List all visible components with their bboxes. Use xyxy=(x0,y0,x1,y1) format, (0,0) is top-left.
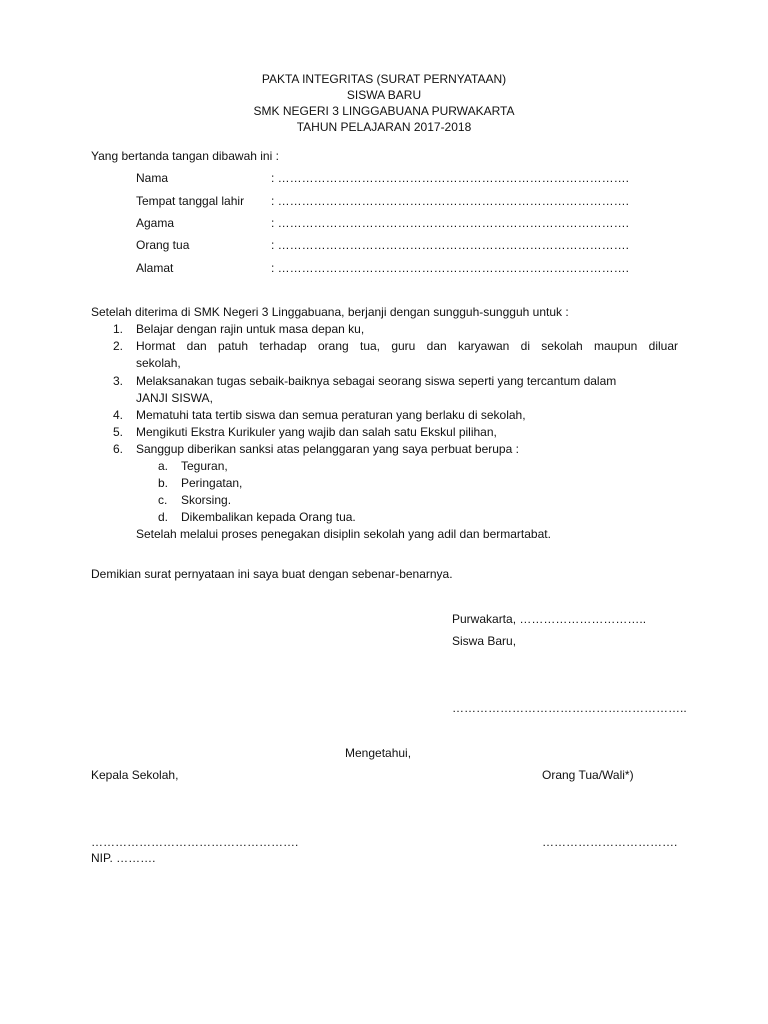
pledge-intro: Setelah diterima di SMK Negeri 3 Linggabuana, berjanji dengan sungguh-sungguh untuk : xyxy=(91,305,569,319)
field-value-alamat: : ……………………………………………………………………………. xyxy=(271,261,630,275)
pledge-text: Hormat dan patuh terhadap orang tua, guru dan karyawan di sekolah maupun diluar xyxy=(136,339,678,353)
pledge-text-continued: sekolah, xyxy=(136,356,181,370)
student-role: Siswa Baru, xyxy=(452,634,517,648)
pledge-number: 4. xyxy=(113,408,124,422)
field-label-tempat-tanggal-lahir: Tempat tanggal lahir xyxy=(136,194,245,208)
intro-text: Yang bertanda tangan dibawah ini : xyxy=(91,149,279,163)
principal-label: Kepala Sekolah, xyxy=(91,768,179,782)
title-line-3: SMK NEGERI 3 LINGGABUANA PURWAKARTA xyxy=(253,104,515,118)
field-label-nama: Nama xyxy=(136,171,169,185)
pledge-number: 3. xyxy=(113,374,124,388)
pledge-number: 1. xyxy=(113,322,124,336)
title-line-1: PAKTA INTEGRITAS (SURAT PERNYATAAN) xyxy=(261,72,507,86)
sanction-text: Skorsing. xyxy=(181,493,232,507)
field-value-tempat-tanggal-lahir: : ……………………………………………………………………………. xyxy=(271,194,630,208)
principal-signature-line: ……………………………………………. xyxy=(91,835,299,849)
pledge-text: Mematuhi tata tertib siswa dan semua peraturan yang berlaku di sekolah, xyxy=(136,408,526,422)
pledge-text: Belajar dengan rajin untuk masa depan ku, xyxy=(136,322,365,336)
after-sanctions-text: Setelah melalui proses penegakan disiplin sekolah yang adil dan bermartabat. xyxy=(136,527,551,541)
field-value-agama: : ……………………………………………………………………………. xyxy=(271,216,630,230)
title-line-2: SISWA BARU xyxy=(346,88,422,102)
sanction-text: Peringatan, xyxy=(181,476,243,490)
student-signature-line: ………………………………………………….. xyxy=(452,701,687,715)
pledge-number: 5. xyxy=(113,425,124,439)
sanction-letter: d. xyxy=(158,510,169,524)
closing-statement: Demikian surat pernyataan ini saya buat dengan sebenar-benarnya. xyxy=(91,567,453,581)
sanction-letter: b. xyxy=(158,476,169,490)
pledge-text-continued: JANJI SISWA, xyxy=(136,391,213,405)
sanction-letter: a. xyxy=(158,459,169,473)
acknowledged-label: Mengetahui, xyxy=(345,746,412,760)
pledge-text: Melaksanakan tugas sebaik-baiknya sebagai seorang siswa seperti yang tercantum dalam xyxy=(136,374,617,388)
document-title xyxy=(0,72,768,136)
pledge-number: 2. xyxy=(113,339,124,353)
sanction-text: Teguran, xyxy=(181,459,228,473)
field-label-agama: Agama xyxy=(136,216,175,230)
title-line-4: TAHUN PELAJARAN 2017-2018 xyxy=(296,120,472,134)
place-date: Purwakarta, ………………………….. xyxy=(452,612,647,626)
sanction-letter: c. xyxy=(158,493,168,507)
parent-label: Orang Tua/Wali*) xyxy=(542,768,634,782)
field-value-orang-tua: : ……………………………………………………………………………. xyxy=(271,238,630,252)
pledge-number: 6. xyxy=(113,442,124,456)
field-value-nama: : ……………………………………………………………………………. xyxy=(271,171,630,185)
parent-signature-line: ……………………………. xyxy=(542,835,678,849)
pledge-text: Sanggup diberikan sanksi atas pelanggaran yang saya perbuat berupa : xyxy=(136,442,519,456)
sanction-text: Dikembalikan kepada Orang tua. xyxy=(181,510,356,524)
field-label-alamat: Alamat xyxy=(136,261,174,275)
pledge-text: Mengikuti Ekstra Kurikuler yang wajib dan salah satu Ekskul pilihan, xyxy=(136,425,497,439)
principal-nip: NIP. ………. xyxy=(91,851,156,865)
field-label-orang-tua: Orang tua xyxy=(136,238,190,252)
